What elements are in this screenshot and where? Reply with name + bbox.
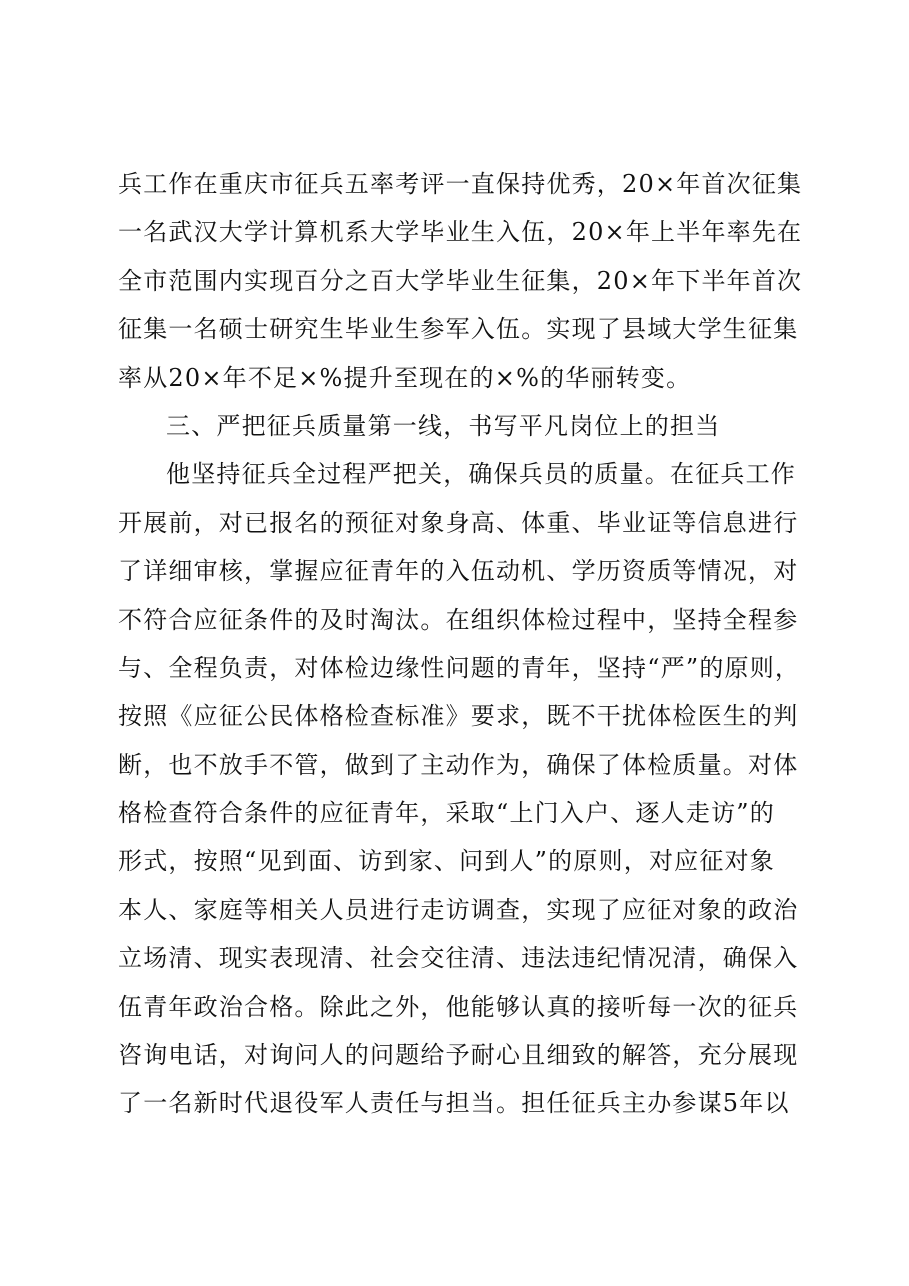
- text-line: 了一名新时代退役军人责任与担当。担任征兵主办参谋5年以: [118, 1089, 790, 1118]
- text-line: 兵工作在重庆市征兵五率考评一直保持优秀，20×年首次征集: [118, 170, 803, 198]
- text-line: 征集一名硕士研究生毕业生参军入伍。实现了县域大学生征集: [118, 315, 799, 344]
- text-line: 了详细审核，掌握应征青年的入伍动机、学历资质等情况，对: [118, 557, 799, 586]
- text-line: 本人、家庭等相关人员进行走访调查，实现了应征对象的政治: [118, 895, 799, 924]
- text-line: 伍青年政治合格。除此之外，他能够认真的接听每一次的征兵: [118, 992, 799, 1021]
- text-line: 断，也不放手不管，做到了主动作为，确保了体检质量。对体: [118, 750, 799, 779]
- text-line: 与、全程负责，对体检边缘性问题的青年，坚持“严”的原则，: [118, 653, 801, 682]
- text-line: 一名武汉大学计算机系大学毕业生入伍，20×年上半年率先在: [118, 218, 803, 247]
- text-line: 率从20×年不足×%提升至现在的×%的华丽转变。: [118, 363, 692, 392]
- text-line: 立场清、现实表现清、社会交往清、违法违纪情况清，确保入: [118, 944, 799, 973]
- paragraph-start: 他坚持征兵全过程严把关，确保兵员的质量。在征兵工作: [166, 460, 796, 489]
- text-line: 不符合应征条件的及时淘汰。在组织体检过程中，坚持全程参: [118, 605, 799, 634]
- text-line: 形式，按照“见到面、访到家、问到人”的原则，对应征对象: [118, 847, 775, 876]
- text-line: 按照《应征公民体格检查标准》要求，既不干扰体检医生的判: [118, 702, 799, 731]
- text-line: 格检查符合条件的应征青年，采取“上门入户、逐人走访”的: [118, 799, 775, 828]
- text-line: 咨询电话，对询问人的问题给予耐心且细致的解答，充分展现: [118, 1041, 799, 1070]
- body-text: [118, 160, 818, 1128]
- section-heading: 三、严把征兵质量第一线，书写平凡岗位上的担当: [166, 411, 721, 440]
- text-line: 全市范围内实现百分之百大学毕业生征集，20×年下半年首次: [118, 266, 803, 295]
- text-line: 开展前，对已报名的预征对象身高、体重、毕业证等信息进行: [118, 508, 799, 537]
